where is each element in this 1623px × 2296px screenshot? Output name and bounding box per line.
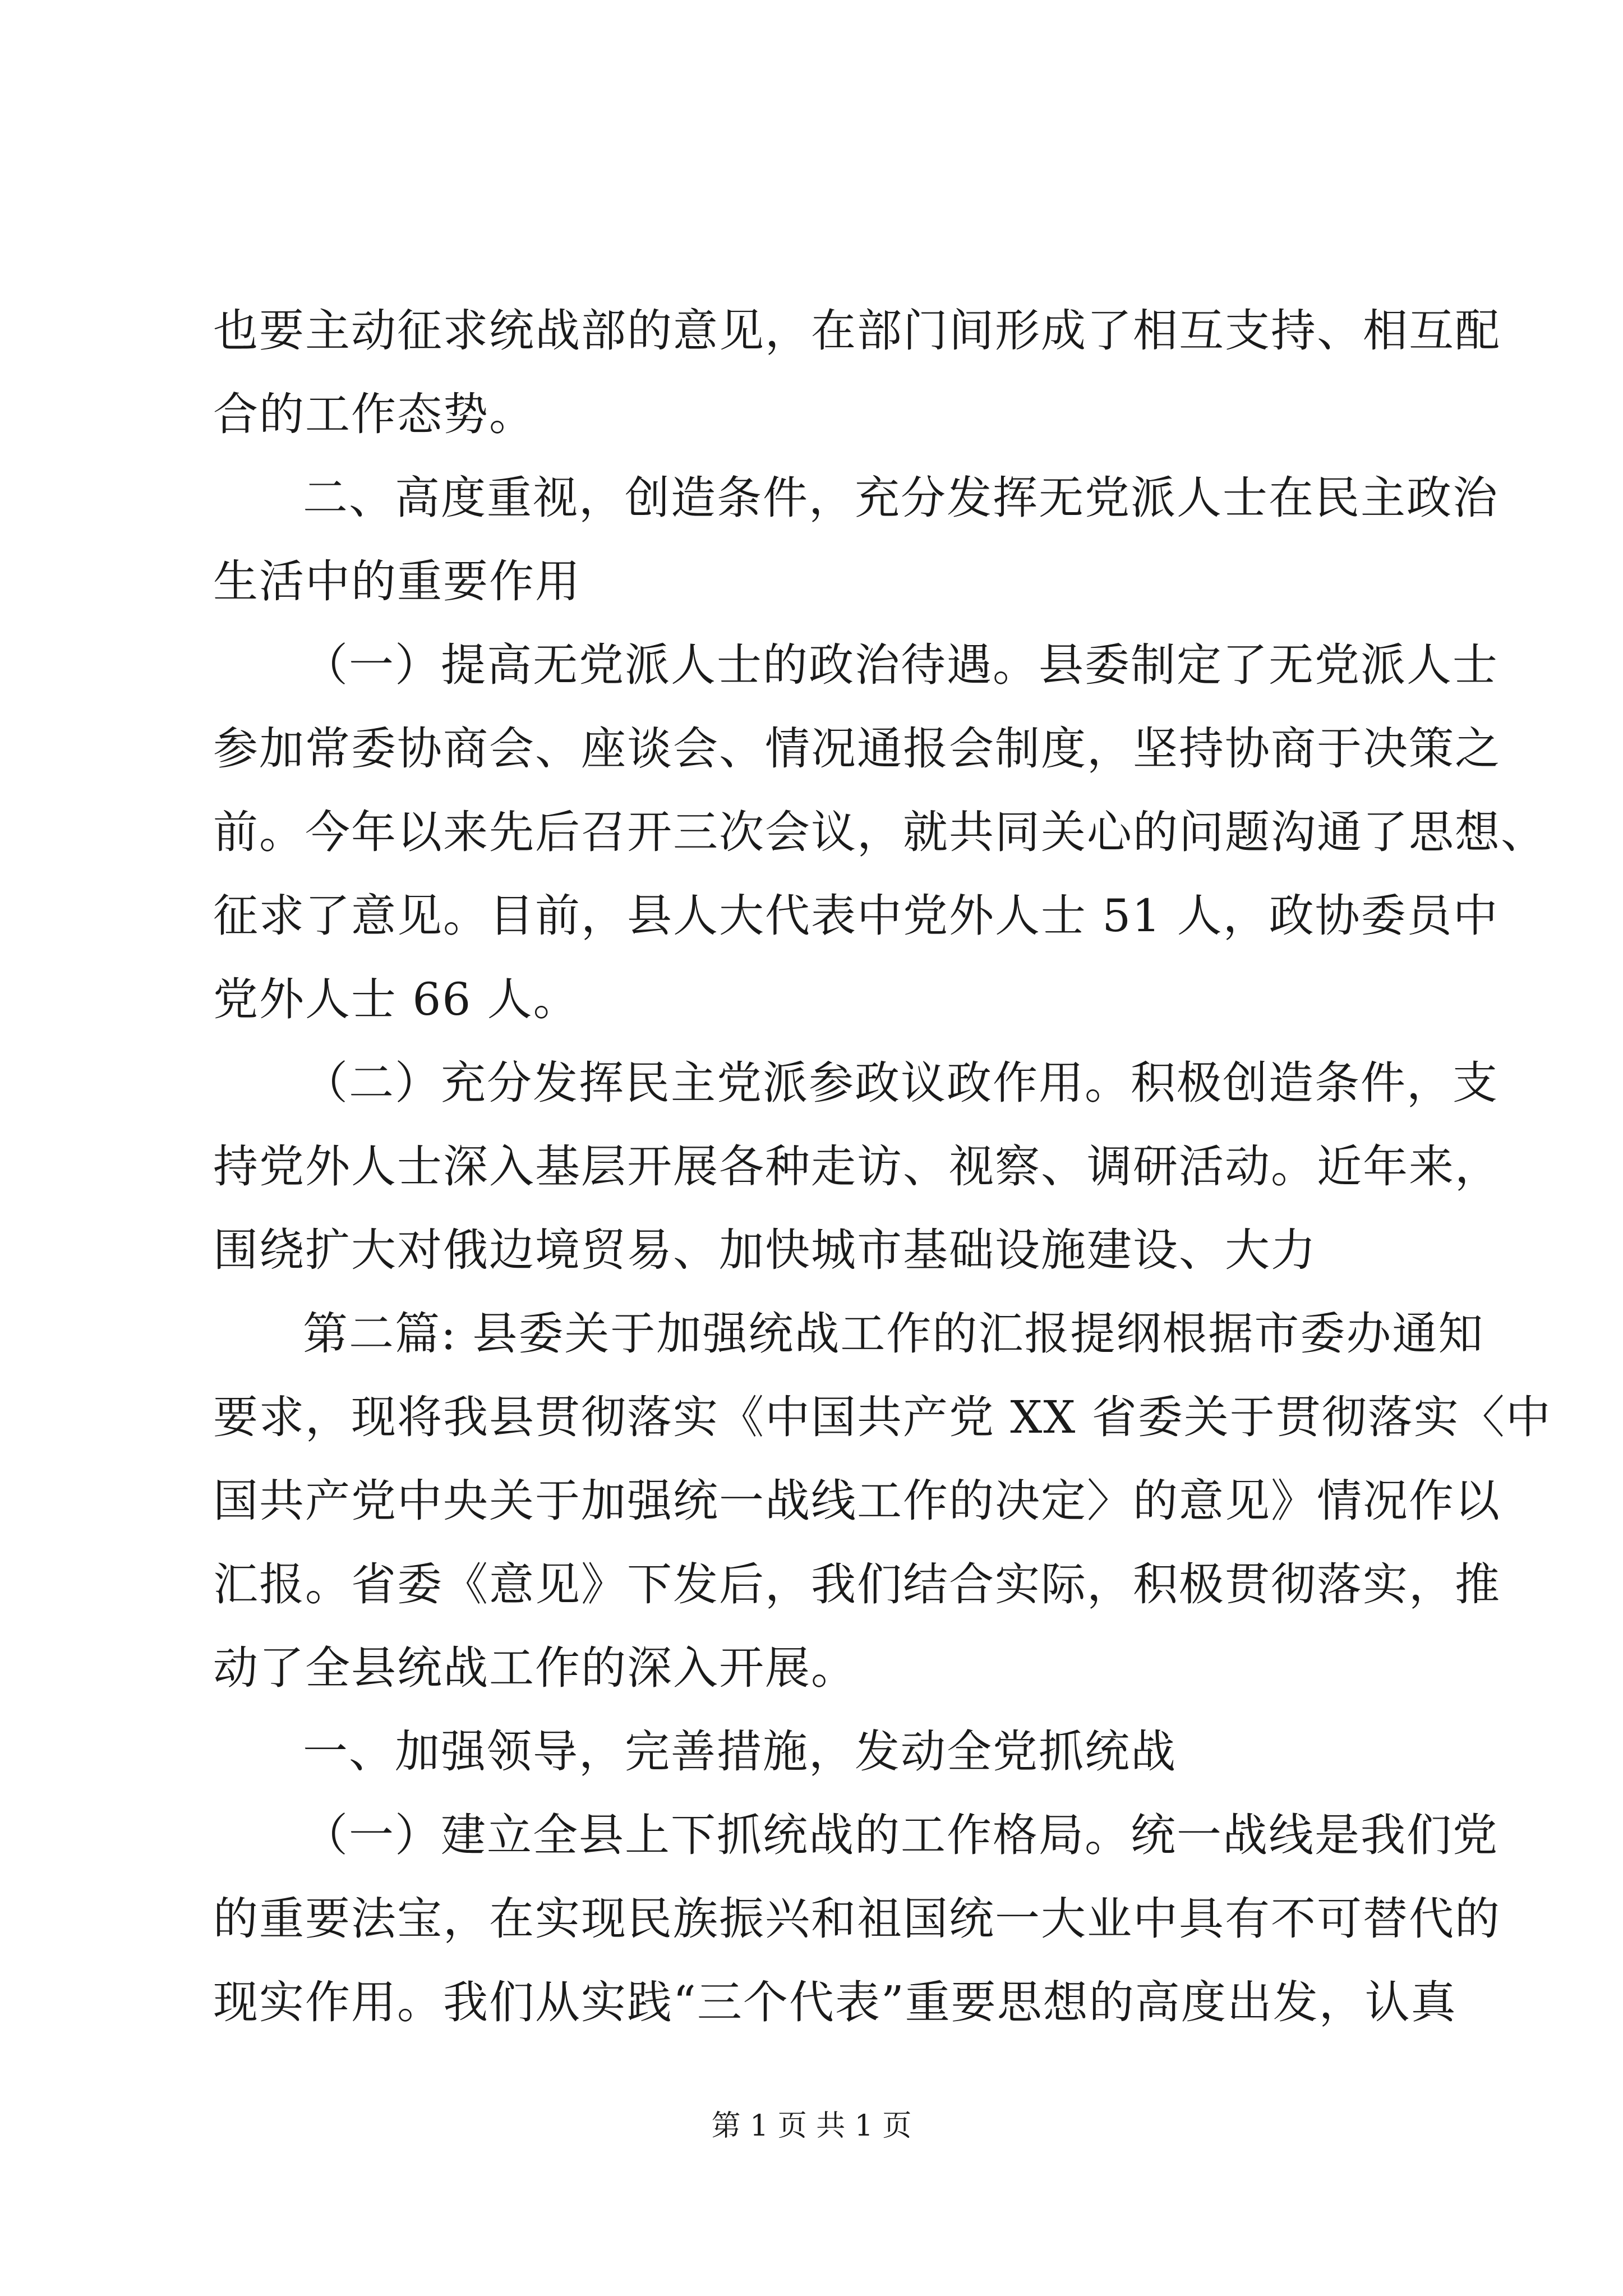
text-line: （一）建立全县上下抓统战的工作格局。统一战线是我们党 xyxy=(303,1809,1498,1861)
text-line: 合的工作态势。 xyxy=(213,388,535,440)
text-line: （二）充分发挥民主党派参政议政作用。积极创造条件，支 xyxy=(303,1057,1498,1109)
text-line: 要求，现将我县贯彻落实《中国共产党 XX 省委关于贯彻落实〈中 xyxy=(213,1391,1552,1443)
page-footer: 第 1 页 共 1 页 xyxy=(711,2109,912,2143)
text-line: 汇报。省委《意见》下发后，我们结合实际，积极贯彻落实，推 xyxy=(213,1558,1501,1611)
text-line: 国共产党中央关于加强统一战线工作的决定〉的意见》情况作以 xyxy=(213,1475,1501,1527)
section-heading: 一、加强领导，完善措施，发动全党抓统战 xyxy=(303,1726,1177,1778)
text-line: 现实作用。我们从实践“三个代表”重要思想的高度出发，认真 xyxy=(213,1976,1457,2028)
text-line: （一）提高无党派人士的政治待遇。县委制定了无党派人士 xyxy=(303,639,1498,691)
text-line: 持党外人士深入基层开展各种走访、视察、调研活动。近年来， xyxy=(213,1140,1501,1193)
text-line: 征求了意见。目前，县人大代表中党外人士 51 人，政协委员中 xyxy=(213,890,1499,942)
text-line: 前。今年以来先后召开三次会议，就共同关心的问题沟通了思想、 xyxy=(213,806,1547,858)
text-line: 的重要法宝，在实现民族振兴和祖国统一大业中具有不可替代的 xyxy=(213,1893,1501,1945)
chapter-heading: 第二篇: 县委关于加强统战工作的汇报提纲根据市委办通知 xyxy=(303,1308,1484,1360)
text-line: 也要主动征求统战部的意见，在部门间形成了相互支持、相互配 xyxy=(213,305,1501,357)
text-line: 党外人士 66 人。 xyxy=(213,973,579,1025)
text-line: 动了全县统战工作的深入开展。 xyxy=(213,1642,857,1694)
text-line: 参加常委协商会、座谈会、情况通报会制度，坚持协商于决策之 xyxy=(213,723,1501,775)
section-heading: 生活中的重要作用 xyxy=(213,555,581,608)
section-heading: 二、高度重视，创造条件，充分发挥无党派人士在民主政治 xyxy=(303,472,1498,524)
text-line: 围绕扩大对俄边境贸易、加快城市基础设施建设、大力 xyxy=(213,1224,1317,1276)
